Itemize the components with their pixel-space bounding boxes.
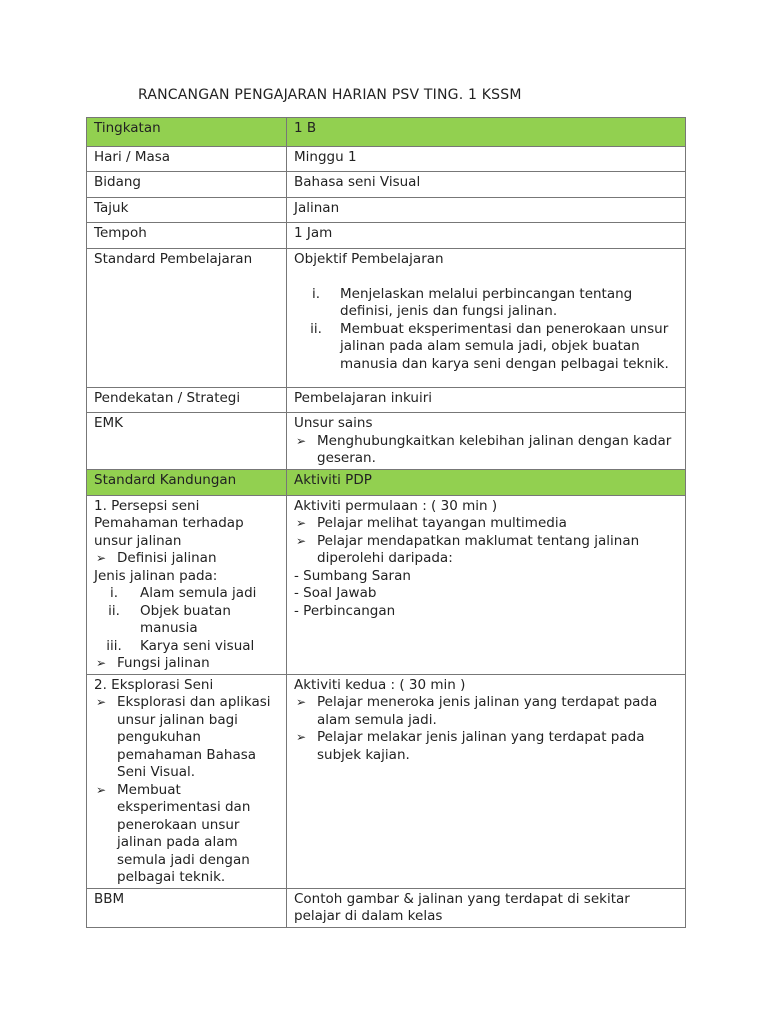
aktiviti-bullet <box>294 515 678 533</box>
dash-item: - Perbincangan <box>294 602 396 619</box>
row-eksplorasi <box>87 674 686 888</box>
row-tajuk <box>87 198 686 223</box>
header-aktiviti-pdp: Aktiviti PDP <box>287 469 686 495</box>
value-tempoh: 1 Jam <box>287 223 686 249</box>
objektif-num: i. <box>311 285 321 302</box>
objektif-heading: Objektif Pembelajaran <box>294 251 444 267</box>
label-hari: Hari / Masa <box>87 147 287 172</box>
row-standard-pembelajaran <box>87 249 686 388</box>
persepsi-sub: Pemahaman terhadap unsur jalinan <box>94 515 244 549</box>
aktiviti-bullet-text: Pelajar meneroka jenis jalinan yang terdapat pada alam semula jadi. <box>317 694 658 728</box>
row-persepsi <box>87 495 686 674</box>
persepsi-cell <box>87 495 287 674</box>
objektif-item <box>294 321 678 374</box>
arrow-bullet-icon: ➢ <box>296 695 307 709</box>
jenis-text: Objek buatan manusia <box>140 602 231 636</box>
aktiviti-permulaan-heading: Aktiviti permulaan : ( 30 min ) <box>294 497 498 514</box>
persepsi-bullet <box>94 655 279 673</box>
aktiviti-kedua-cell <box>287 674 686 888</box>
emk-bullet-text: Menghubungkaitkan kelebihan jalinan dengan kadar geseran. <box>317 432 672 466</box>
persepsi-bullet <box>94 550 279 568</box>
eksplorasi-heading: 2. Eksplorasi Seni <box>94 676 214 693</box>
jenis-item <box>94 638 279 656</box>
value-pendekatan: Pembelajaran inkuiri <box>287 388 686 413</box>
aktiviti-bullet-text: Pelajar mendapatkan maklumat tentang jalinan diperolehi daripada: <box>317 532 640 566</box>
value-tajuk: Jalinan <box>287 198 686 223</box>
persepsi-bullet-text: Definisi jalinan <box>117 550 217 566</box>
eksplorasi-bullet <box>94 694 279 782</box>
aktiviti-bullet-text: Pelajar melihat tayangan multimedia <box>317 515 567 531</box>
label-emk: EMK <box>87 413 287 470</box>
eksplorasi-bullet <box>94 782 279 887</box>
persepsi-bullet-text: Fungsi jalinan <box>117 655 210 671</box>
jenis-num: ii. <box>108 602 120 619</box>
eksplorasi-bullet-text: Membuat eksperimentasi dan penerokaan unsur jalinan pada alam semula jadi dengan pelbagai teknik. <box>117 781 251 885</box>
objektif-num: ii. <box>310 320 322 337</box>
objektif-text: Membuat eksperimentasi dan penerokaan unsur jalinan pada alam semula jadi, objek buatan manusia dan karya seni dengan pelbagai teknik. <box>340 320 669 372</box>
aktiviti-permulaan-cell <box>287 495 686 674</box>
aktiviti-kedua-heading: Aktiviti kedua : ( 30 min ) <box>294 676 466 693</box>
emk-bullet <box>294 433 678 468</box>
emk-cell <box>287 413 686 470</box>
row-tempoh <box>87 223 686 249</box>
arrow-bullet-icon: ➢ <box>96 656 107 670</box>
header-standard-kandungan: Standard Kandungan <box>87 469 287 495</box>
row-tingkatan <box>87 118 686 147</box>
label-standard-pembelajaran: Standard Pembelajaran <box>87 249 287 388</box>
value-tingkatan: 1 B <box>287 118 686 147</box>
label-bidang: Bidang <box>87 172 287 198</box>
value-bidang: Bahasa seni Visual <box>287 172 686 198</box>
label-tingkatan: Tingkatan <box>87 118 287 147</box>
arrow-bullet-icon: ➢ <box>296 533 307 548</box>
row-pendekatan <box>87 388 686 413</box>
arrow-bullet-icon: ➢ <box>96 551 107 565</box>
jenis-text: Alam semula jadi <box>140 585 257 601</box>
document-title: RANCANGAN PENGAJARAN HARIAN PSV TING. 1 KSSM <box>138 87 522 103</box>
aktiviti-bullet <box>294 694 678 729</box>
objektif-item <box>294 286 678 321</box>
label-pendekatan: Pendekatan / Strategi <box>87 388 287 413</box>
row-bidang <box>87 172 686 198</box>
arrow-bullet-icon: ➢ <box>96 695 107 709</box>
jenis-item <box>94 603 279 638</box>
jenis-num: i. <box>109 585 119 601</box>
arrow-bullet-icon: ➢ <box>296 433 307 448</box>
eksplorasi-cell <box>87 674 287 888</box>
aktiviti-bullet-text: Pelajar melakar jenis jalinan yang terdapat pada subjek kajian. <box>317 729 645 763</box>
row-hari <box>87 147 686 172</box>
jenis-text: Karya seni visual <box>140 637 255 654</box>
row-bbm <box>87 888 686 927</box>
lesson-plan-table <box>86 117 686 928</box>
aktiviti-bullet <box>294 729 678 764</box>
label-bbm: BBM <box>87 888 287 927</box>
row-header-kandungan <box>87 469 686 495</box>
dash-item: - Soal Jawab <box>294 585 377 601</box>
arrow-bullet-icon: ➢ <box>296 516 307 530</box>
jenis-num: iii. <box>106 637 122 654</box>
eksplorasi-bullet-text: Eksplorasi dan aplikasi unsur jalinan bagi pengukuhan pemahaman Bahasa Seni Visual. <box>117 694 271 780</box>
jenis-item <box>94 585 279 603</box>
emk-heading: Unsur sains <box>294 415 373 431</box>
jenis-label: Jenis jalinan pada: <box>94 567 218 584</box>
objektif-cell <box>287 249 686 388</box>
dash-item: - Sumbang Saran <box>294 567 411 584</box>
aktiviti-bullet <box>294 533 678 568</box>
label-tempoh: Tempoh <box>87 223 287 249</box>
arrow-bullet-icon: ➢ <box>296 730 307 744</box>
persepsi-heading: 1. Persepsi seni <box>94 497 200 514</box>
value-bbm: Contoh gambar & jalinan yang terdapat di sekitar pelajar di dalam kelas <box>287 888 686 927</box>
objektif-text: Menjelaskan melalui perbincangan tentang definisi, jenis dan fungsi jalinan. <box>340 285 633 319</box>
label-tajuk: Tajuk <box>87 198 287 223</box>
value-hari: Minggu 1 <box>287 147 686 172</box>
row-emk <box>87 413 686 470</box>
arrow-bullet-icon: ➢ <box>96 782 107 797</box>
